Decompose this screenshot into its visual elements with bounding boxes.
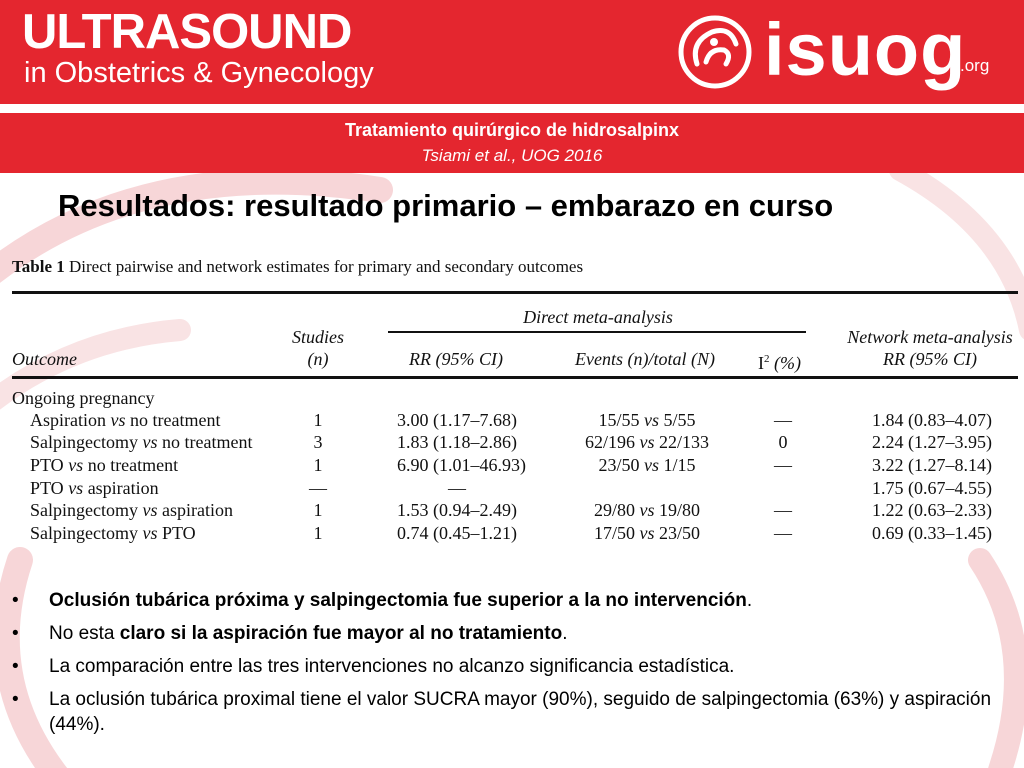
journal-title: ULTRASOUND [22,5,352,59]
banner-topic: Tratamiento quirúrgico de hidrosalpinx [344,120,680,140]
direct-group-rule [388,331,806,333]
row-network-rr: 3.22 (1.27–8.14) [872,455,992,475]
header-direct-meta-analysis: Direct meta-analysis [523,307,673,327]
row-rr: 6.90 (1.01–46.93) [397,455,526,475]
row-network-rr: 2.24 (1.27–3.95) [872,432,992,452]
row-arm-a: Salpingectomy [30,500,138,520]
row-network-rr: 1.22 (0.63–2.33) [872,500,992,520]
row-vs: vs [142,432,158,452]
row-comparison [30,477,159,499]
bullet-text-bold: claro si la aspiración fue mayor al no tratamiento [119,623,563,644]
row-events-b: 22/133 [659,432,710,452]
row-studies: 1 [313,523,323,543]
row-events-b: 1/15 [663,455,696,475]
row-comparison [30,522,196,544]
row-studies: — [309,478,327,498]
row-network-rr: 1.75 (0.67–4.55) [872,478,992,498]
row-studies: 1 [313,500,323,520]
bullet-text: No esta [49,623,120,644]
row-vs: vs [644,410,659,430]
row-events-b: 23/50 [659,523,701,543]
row-arm-b: no treatment [161,432,253,452]
row-comparison [30,454,178,476]
journal-header [0,0,1024,104]
row-events-a: 29/80 [593,500,635,520]
header-i2-unit: (%) [769,353,801,373]
row-events-b: 19/80 [659,500,701,520]
bullet-text: . [562,623,568,644]
bullet-marker: • [12,590,19,611]
bullet-marker: • [12,689,19,710]
row-network-rr: 0.69 (0.33–1.45) [872,523,992,543]
bullet-marker: • [12,623,19,644]
row-network-rr: 1.84 (0.83–4.07) [872,410,992,430]
row-vs: vs [639,500,655,520]
header-i2-base: I [758,353,764,373]
table-caption-label: Table 1 [12,257,65,276]
list-item [10,687,1010,737]
bullet-text-bold: Oclusión tubárica próxima y salpingectomia fue superior a la no intervención [49,590,747,611]
row-arm-b: no treatment [130,410,221,430]
isuog-emblem-icon [672,12,758,92]
row-events [562,431,732,453]
row-i2: — [774,500,792,520]
row-comparison [30,431,252,453]
row-arm-b: aspiration [87,478,159,498]
findings-list [10,588,1010,745]
row-events-a: 15/55 [598,410,640,430]
table-top-rule [12,291,1018,294]
row-vs: vs [639,523,655,543]
row-events [562,499,732,521]
row-vs: vs [644,455,659,475]
table-caption-text: Direct pairwise and network estimates for primary and secondary outcomes [64,257,584,276]
row-comparison [30,409,220,431]
row-events-a: 23/50 [598,455,640,475]
row-studies: 3 [313,432,323,452]
header-studies-n: (n) [307,349,329,369]
table-header-rule [12,376,1018,379]
list-item [10,588,1010,613]
slide-heading: Resultados: resultado primario – embarazo en curso [58,188,834,223]
row-arm-a: PTO [30,455,64,475]
bullet-marker: • [12,656,19,677]
row-i2: 0 [778,432,788,452]
row-events [562,522,732,544]
row-events-b: 5/55 [663,410,696,430]
banner-citation: Tsiami et al., UOG 2016 [421,146,603,165]
list-item [10,621,1010,646]
row-i2: — [774,523,792,543]
table-caption [12,255,1018,279]
list-item [10,654,1010,679]
row-events [562,409,732,431]
row-arm-b: PTO [161,523,196,543]
row-i2: — [774,455,792,475]
row-i2: — [774,410,792,430]
row-studies: 1 [313,455,323,475]
header-events: Events (n)/total (N) [575,349,715,369]
journal-subtitle: in Obstetrics & Gynecology [24,57,374,89]
row-vs: vs [68,455,84,475]
bullet-text: La comparación entre las tres intervenciones no alcanzo significancia estadística. [49,656,735,677]
row-rr: 3.00 (1.17–7.68) [397,410,517,430]
header-rr: RR (95% CI) [409,349,503,369]
topic-banner [0,113,1024,173]
header-network-meta-analysis: Network meta-analysis [847,327,1013,347]
bullet-text: . [746,590,753,611]
row-vs: vs [142,500,158,520]
logo-wordmark: isuog [764,8,967,91]
row-arm-b: no treatment [87,455,179,475]
row-events-a: 17/50 [593,523,635,543]
row-studies: 1 [313,410,323,430]
row-arm-a: PTO [30,478,64,498]
header-studies: Studies [292,327,344,347]
header-i2-superscript: 2 [764,353,770,365]
row-arm-b: aspiration [161,500,233,520]
logo-domain: .org [960,56,990,75]
row-events [562,454,732,476]
row-vs: vs [639,432,655,452]
results-table [12,255,1018,555]
row-vs: vs [110,410,126,430]
row-rr: 1.53 (0.94–2.49) [397,500,517,520]
row-rr: 0.74 (0.45–1.21) [397,523,517,543]
isuog-logo [668,8,998,96]
section-ongoing-pregnancy: Ongoing pregnancy [12,388,155,408]
header-outcome: Outcome [12,349,77,369]
header-network-rr: RR (95% CI) [883,349,977,369]
row-comparison [30,499,233,521]
row-arm-a: Aspiration [30,410,106,430]
row-vs: vs [68,478,84,498]
row-arm-a: Salpingectomy [30,523,138,543]
row-events-a: 62/196 [584,432,635,452]
row-rr: — [448,478,466,498]
row-vs: vs [142,523,158,543]
row-arm-a: Salpingectomy [30,432,138,452]
bullet-text: La oclusión tubárica proximal tiene el valor SUCRA mayor (90%), seguido de salpingectomia (63%) y aspiración (44%). [49,689,992,735]
row-rr: 1.83 (1.18–2.86) [397,432,517,452]
header-i2 [758,348,801,374]
